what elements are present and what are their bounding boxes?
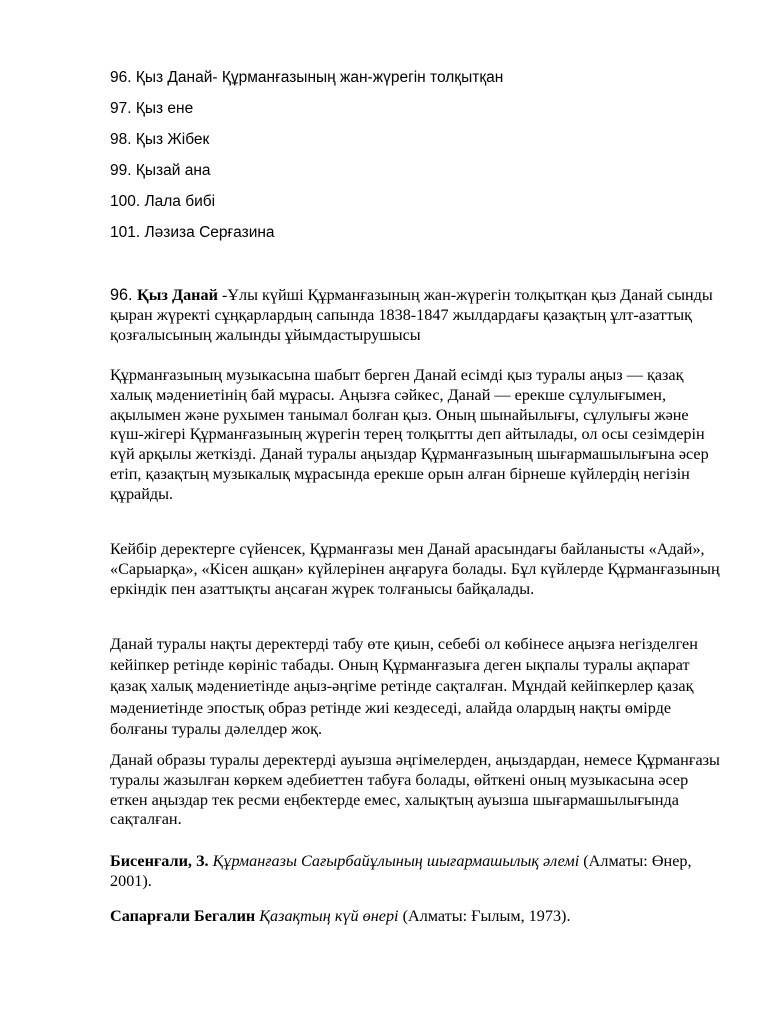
toc-item: 99. Қызай ана <box>110 162 211 179</box>
reference-title: Қазақтың күй өнері <box>259 907 399 925</box>
article-number: 96. <box>110 286 138 304</box>
toc-item: 101. Ләзиза Серғазина <box>110 224 275 241</box>
toc-item: 98. Қыз Жібек <box>110 131 210 148</box>
table-of-contents <box>110 68 503 254</box>
reference-title: Құрманғазы Сағырбайұлының шығармашылық әлемі <box>212 852 580 870</box>
article-heading <box>110 286 720 345</box>
reference-publication: (Алматы: Өнер, 2001). <box>110 852 692 890</box>
paragraph: Құрманғазының музыкасына шабыт берген Данай есімді қыз туралы аңыз — қазақ халық мәдениетінің бай мұрасы. Аңызға сәйкес, Данай — ерекше сұлулығымен, ақылымен және рухымен танымал болған қыз. Оның шынайылығы, сұлулығы және күш-жігері Құрманғазының жүрегін терең толқытты деп айтылады, ол осы сезімдерін күй арқылы жеткізді. Данай туралы аңыздар Құрманғазының шығармашылығына әсер етіп, қазақтың музыкалық мұрасында ерекше орын алған бірнеше күйлердің негізін құрайды. <box>110 366 709 503</box>
paragraph: Данай образы туралы деректерді ауызша әңгімелерден, аңыздардан, немесе Құрманғазы туралы жазылған көркем әдебиеттен табуға болады, өйткені оның музыкасына әсер еткен аңыздар тек ресми еңбектерде емес, халықтың ауызша шығармашылығында сақталған. <box>110 751 720 829</box>
reference-entry <box>110 907 720 927</box>
paragraph: Данай туралы нақты деректерді табу өте қиын, себебі ол көбінесе аңызға негізделген кейіпкер ретінде көрініс табады. Оның Құрманғазыға деген ықпалы туралы ақпарат қазақ халық мәдениетінде аңыз-әңгіме ретінде сақталған. Мұндай кейіпкерлер қазақ мәдениетінде эпостық образ ретінде жиі кездеседі, алайда олардың нақты өмірде болғаны туралы дәлелдер жоқ. <box>110 635 698 738</box>
toc-item: 97. Қыз ене <box>110 100 194 117</box>
reference-author: Бисенғали, З. <box>110 852 209 870</box>
article-title: Қыз Данай <box>137 286 218 304</box>
reference-publication: (Алматы: Ғылым, 1973). <box>398 907 571 925</box>
paragraph: Кейбір деректерге сүйенсек, Құрманғазы мен Данай арасындағы байланысты «Адай», «Сарыарқа», «Кісен ашқан» күйлерінен аңғаруға болады. Бұл күйлерде Құрманғазының еркіндік пен азаттықты аңсаған жүрек толғанысы байқалады. <box>110 540 720 598</box>
reference-author: Сапарғали Бегалин <box>110 907 256 925</box>
reference-entry <box>110 852 720 892</box>
article-lead: -Ұлы күйші Құрманғазының жан-жүрегін толқытқан қыз Данай сынды қыран жүректі сұңқарлардың сапында 1838-1847 жылдардағы қазақтың ұлт-азаттық қозғалысының жалынды ұйымдастырушысы <box>110 286 713 344</box>
toc-item: 96. Қыз Данай- Құрманғазының жан-жүрегін толқытқан <box>110 69 504 86</box>
toc-item: 100. Лала бибі <box>110 193 216 210</box>
